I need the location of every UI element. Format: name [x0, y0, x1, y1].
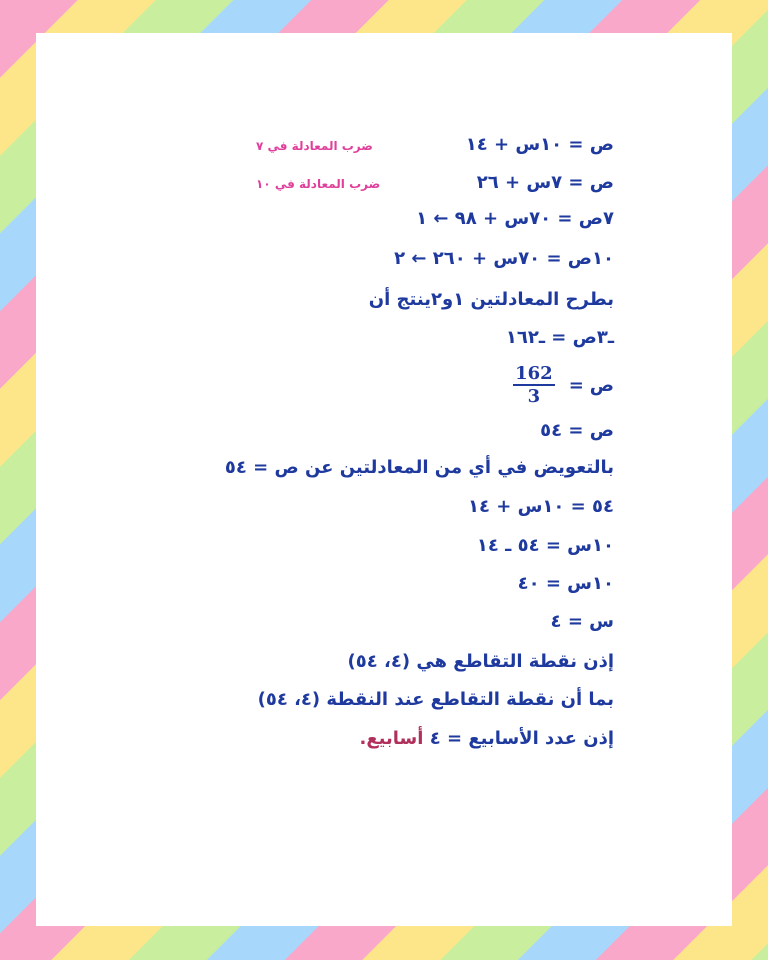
equation-line-11: ١٠س = ٥٤ ـ ١٤ [476, 535, 614, 556]
equation-line-3: ٧ص = ٧٠س + ٩٨ ← ١ [416, 208, 614, 229]
substitution-statement: بالتعويض في أي من المعادلتين عن ص = ٥٤ [224, 457, 614, 478]
subtract-statement: بطرح المعادلتين ١و٢ينتج أن [368, 289, 614, 310]
fraction-numerator: 162 [515, 363, 553, 384]
intersection-restatement: بما أن نقطة التقاطع عند النقطة (٤، ٥٤) [257, 689, 614, 710]
equation-line-6: ـ٣ص = ـ١٦٢ [505, 327, 614, 348]
fraction-denominator: 3 [527, 386, 541, 407]
equation-line-10: ٥٤ = ١٠س + ١٤ [467, 496, 614, 517]
fraction-equals: = [568, 374, 584, 396]
conclusion-line [360, 728, 614, 750]
fraction-equation [513, 364, 614, 407]
note-multiply-by-10: ضرب المعادلة في ١٠ [256, 177, 381, 191]
document-sheet [36, 33, 732, 926]
equation-line-13: س = ٤ [550, 611, 614, 632]
equation-line-8: ص = ٥٤ [540, 420, 614, 441]
conclusion-unit: أسابيع. [359, 728, 424, 749]
fraction-variable: ص [589, 374, 614, 396]
equation-line-1: ص = ١٠س + ١٤ [465, 134, 614, 155]
conclusion-text: إذن عدد الأسابيع = ٤ [423, 728, 614, 749]
fraction [513, 364, 555, 407]
intersection-statement: إذن نقطة التقاطع هي (٤، ٥٤) [347, 651, 614, 672]
equation-line-2: ص = ٧س + ٢٦ [476, 172, 614, 193]
note-multiply-by-7: ضرب المعادلة في ٧ [256, 139, 373, 153]
equation-line-4: ١٠ص = ٧٠س + ٢٦٠ ← ٢ [394, 248, 614, 269]
equation-line-12: ١٠س = ٤٠ [517, 573, 614, 594]
solution-steps [36, 33, 732, 926]
